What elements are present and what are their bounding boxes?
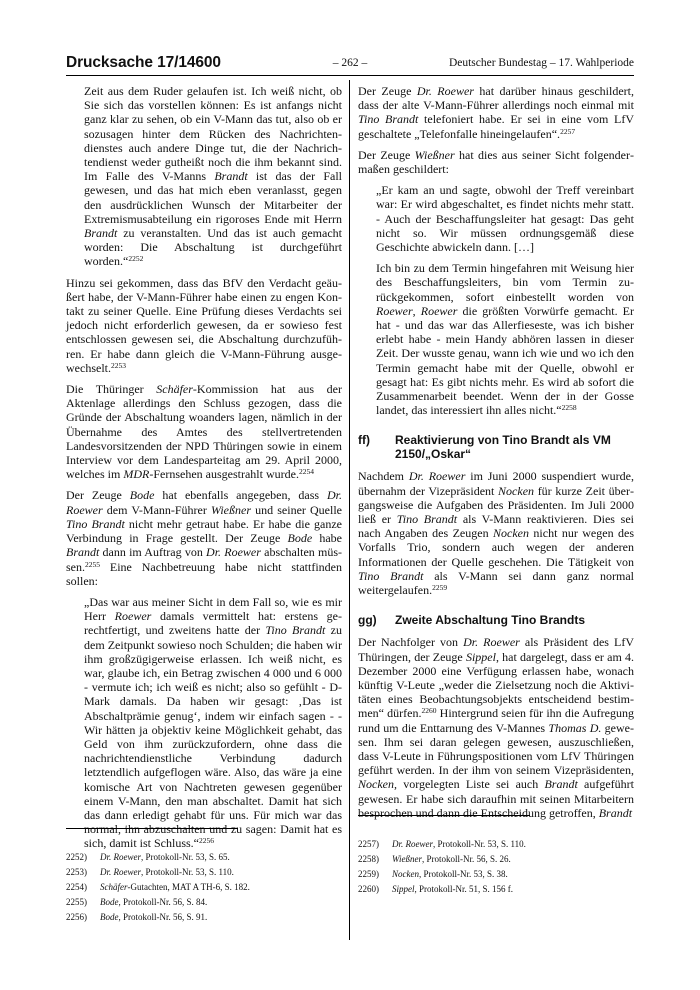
text-run: -Fernsehen ausgestrahlt wurde. (149, 467, 299, 482)
text-run: dann im Auftrag von (99, 545, 207, 560)
text-run: abschalten müssen. (66, 545, 342, 574)
footnote-number: 2255) (66, 897, 87, 907)
text-run: Der Zeuge (358, 84, 417, 98)
italic-name: Brandt (66, 545, 100, 560)
text-run: Der Zeuge (66, 488, 130, 503)
footnote-number: 2252) (66, 852, 87, 862)
publication-title: Deutscher Bundestag – 17. Wahlperiode (448, 57, 634, 69)
text-run: Eine Nachbetreuung habe nicht stattfinden sollen: (66, 559, 342, 588)
italic-name: Tino Brandt (66, 516, 125, 531)
italic-name: Schäfer (156, 382, 193, 397)
italic-name: Sippel (465, 649, 496, 664)
text-run: aufgeführt gewesen. Er habe sich daraufhin mit seinen Mitarbeitern besprochen und dann die Entscheidung getroffen, (358, 777, 635, 820)
footnotes-right (358, 837, 634, 897)
text-run: gewesen. Ihm sei daran gelegen gewesen, auszuschließen, dass V-Leute in Führungspositionen vom LfV Thüringen geführt werden. In der ihm von seinem Vizepräsidenten, (358, 720, 634, 778)
footnote (358, 837, 634, 852)
column-divider (349, 80, 350, 940)
footnote-ref: 2252 (128, 254, 144, 264)
text-run: zu veranstalten. Und das ist auch gemacht worden: Die Abschaltung ist durchgeführt worden.“ (84, 226, 342, 269)
text-run: nicht nur wegen des Vorfalls Trio, sondern auch wegen der anderen Informationen der Quelle geschehen. Die Tätigkeit von (358, 526, 634, 569)
footnote-source: Sippel (392, 884, 415, 894)
footnote-rule (66, 828, 238, 829)
italic-name: Dr. Roewer (463, 635, 520, 650)
footnote-text (392, 867, 508, 882)
body-paragraph (358, 469, 634, 597)
footnote-source: Nocken (392, 869, 419, 879)
footnote (66, 865, 342, 880)
text-run: zu dem Zeitpunkt sowieso noch Schulden; die haben wir ihm großzügigerweise erlassen. Ich weiß nicht, es war, glaube ich, ein Betrag zwischen 4 000 und 6 000 - vermute ich; ich weiß es nicht; also so gefühlt - D-Mark damals. Da haben wir gesagt: ‚Das ist Abschaltprämie genug‘, indem wir einfach sagen - - Wir hätten ja objektiv keine Möglichkeit gehabt, das Geld von ihm zurückzufordern, ohne dass die nachrichtendienstliche Verbindung dadurch letztendlich aufgeflogen wäre. Also, das wäre ja eine komische Art von Nachtreten gewesen gegenüber einem V-Mann, den man abschaltet. Damit hat sich das dann erledigt gehabt für uns. Für mich war das normal, ihn abzuschalten und zu sagen: Damit hat es sich, damit ist Schluss.“ (84, 623, 342, 851)
footnote (66, 850, 342, 865)
italic-name: Dr. Roewer (66, 488, 342, 517)
italic-name: Nocken (498, 483, 535, 498)
text-run: damals vermittelt hat: erstens gerechtfertigt, und zweitens hatte der (84, 609, 342, 638)
footnote-citation: , Protokoll-Nr. 51, S. 156 f. (414, 884, 514, 894)
text-run: die größten Vorwürfe gemacht. Er hat - und das war das Allerfieseste, was ich bisher erlebt habe - mein Handy abhören lassen in dieser Zeit. Der wusste genau, wann ich wie und wo ich den Termin gemacht habe mit der Quelle, obwohl er gesagt hat: Es gibt nichts mehr. Es wird ab sofort die Zusammenarbeit beendet. Wenn der in der Gosse landet, das interessiert ihn alles nicht.“ (376, 303, 635, 418)
footnote (358, 867, 634, 882)
italic-name: Dr. Roewer (206, 545, 261, 560)
footnote-ref: 2259 (432, 583, 448, 593)
footnote-number: 2259) (358, 869, 379, 879)
italic-name: MDR (123, 467, 150, 482)
quote-paragraph (376, 261, 634, 417)
text-run: Die Thüringer (66, 382, 157, 397)
text-run: Der Zeuge (358, 147, 415, 162)
italic-name: Wießner (211, 502, 251, 517)
italic-name: Nocken (493, 526, 529, 541)
italic-name: Bode (287, 531, 313, 546)
footnote-text (392, 882, 513, 897)
text-run: vorgelegten Liste sei auch (396, 777, 545, 792)
text-run: -Kommission hat aus der Aktenlage allerdings den Schluss gezogen, dass die Gründe der Abschaltung woanders lagen, nämlich in der Übernahme des Amtes des stellvertretenden Landesvorsitzenden der NPD Thüringen sowie in einem Interview vor dem Landesparteitag am 29. April 2000, welches im (66, 382, 342, 482)
italic-name: Dr. Roewer (408, 469, 466, 484)
footnote-text (100, 865, 234, 880)
text-run: als V-Mann sei dann ganz normal weitergelaufen. (358, 568, 635, 598)
text-run: im Juni 2000 suspendiert wurde, übernahm der Vizepräsident (358, 469, 634, 498)
footnote (66, 910, 342, 925)
text-run: Zeit aus dem Ruder gelaufen ist. Ich weiß nicht, ob Sie sich das vorstellen können: Es ist anfangs nicht ganz klar zu sehen, ob ein V-Mann das tut, also ob er sozusagen hinter dem Rücken des Nachrichtendienstes auch andere Dinge tut, die der Nachrichtendienst weder gutheißt noch die ihm bekannt sind. Im Falle des V-Manns (84, 84, 342, 184)
quote-paragraph (376, 183, 634, 254)
footnotes-left (66, 850, 342, 925)
footnote-source: Bode (100, 897, 119, 907)
quote-paragraph (84, 84, 342, 269)
footnote-source: Dr. Roewer (100, 852, 141, 862)
footnote-number: 2258) (358, 854, 379, 864)
footnote-citation: , Protokoll-Nr. 53, S. 110. (433, 839, 526, 849)
footnote (358, 882, 634, 897)
footnote-ref: 2253 (110, 360, 126, 370)
footnote-citation: , Protokoll-Nr. 56, S. 91. (118, 912, 208, 922)
header-rule (66, 75, 634, 76)
footnote-number: 2256) (66, 912, 87, 922)
footnote-citation: , Protokoll-Nr. 53, S. 110. (141, 867, 234, 877)
italic-name: Brandt (544, 777, 578, 792)
body-paragraph (358, 84, 634, 141)
footnote-number: 2257) (358, 839, 379, 849)
footnote-ref: 2260 (421, 706, 437, 716)
footnote-ref: 2255 (85, 559, 100, 569)
footnote-rule (358, 815, 530, 816)
footnote-citation: -Gutachten, MAT A TH-6, S. 182. (127, 882, 250, 892)
text-run: hat ebenfalls angegeben, dass (154, 488, 327, 503)
text-run: habe (312, 531, 342, 546)
text-run: , hat dargelegt, dass er am 4. Dezember 2000 eine Verfügung erlassen habe, wonach künftig V-Leute „weder die Zielsetzung noch die Aktivitäten eines Beobachtungsobjekts entscheidend bestimmen“ dürfen. (358, 649, 634, 721)
document-number: Drucksache 17/14600 (66, 54, 221, 71)
text-run: hat dies aus seiner Sicht folgendermaßen geschildert: (358, 147, 634, 177)
body-paragraph (358, 635, 634, 820)
italic-name: Nocken, (358, 777, 397, 792)
italic-name: Brandt (84, 226, 118, 241)
footnote-text (100, 895, 207, 910)
footnote-text (100, 850, 230, 865)
italic-name: Tino Brandt (358, 568, 424, 583)
footnote-source: Bode (100, 912, 119, 922)
footnote-text (392, 837, 526, 852)
text-run: ist das der Fall gewesen, und das hat mich eben veranlasst, gegen den ausdrücklichen Wunsch der Mitarbeiter der Extremismusabteilung ein rigoroses Ende mit Herrn (84, 169, 342, 226)
footnote-ref: 2258 (561, 403, 577, 413)
footnote-text (100, 880, 250, 895)
page-number: – 262 – (332, 57, 368, 69)
italic-name: Roewer (376, 303, 413, 318)
page-header (66, 54, 634, 74)
footnote-citation: , Protokoll-Nr. 53, S. 38. (419, 869, 508, 879)
footnote-number: 2253) (66, 867, 87, 877)
text-run: nicht mehr getraut habe. Er habe die ganze Verbindung in Frage gestellt. Der Zeuge (66, 516, 342, 546)
text-run: Der Nachfolger von (358, 635, 464, 650)
text-run: Hintergrund seien für ihn die Aufregung rund um die Enttarnung des V-Mannes (358, 706, 634, 735)
text-run: Hinzu sei gekommen, dass das BfV den Verdacht geäußert habe, der V-Mann-Führer habe einen zu engen Kontakt zu seiner Quelle. Eine Prüfung dieses Verdachts sei jedoch nicht erforderlich gewesen, da er sowieso fest entschlossen gewesen sei, die Abschaltung durchzuführen. Er habe dann gleich die V-Mann-Führung ausgewechselt. (66, 275, 342, 375)
footnote-number: 2260) (358, 884, 379, 894)
body-paragraph (358, 148, 634, 176)
text-run: als Präsident des LfV Thüringen, der Zeuge (358, 635, 634, 664)
italic-name: Wießner (414, 147, 455, 162)
footnote-text (100, 910, 207, 925)
footnote-citation: , Protokoll-Nr. 56, S. 84. (118, 897, 208, 907)
footnote (66, 895, 342, 910)
footnote-number: 2254) (66, 882, 87, 892)
section-title: Zweite Abschaltung Tino Brandts (395, 613, 586, 628)
section-label: ff) (358, 433, 370, 448)
text-run: Ich bin zu dem Termin hingefahren mit Weisung hier des Beschaffungsleiters, bin vom Termin zurückgekommen, sofort einbestellt worden von (376, 261, 634, 304)
section-heading-ff (358, 433, 634, 461)
italic-name: Thomas D. (548, 720, 602, 735)
text-run: Nachdem (358, 469, 409, 484)
italic-name: Brandt (598, 805, 633, 820)
left-column (66, 84, 342, 858)
text-run: „Das war aus meiner Sicht in dem Fall so, wie es mir Herr (84, 594, 342, 624)
italic-name: Tino Brandt (265, 623, 326, 638)
footnote (66, 880, 342, 895)
italic-name: Tino Brandt (358, 112, 419, 127)
text-run: , (412, 303, 421, 318)
body-paragraph (66, 488, 342, 587)
italic-name: Roewer (114, 609, 152, 624)
text-run: als V-Mann reaktivieren. Dies sei nach Angaben des Zeugen (358, 512, 634, 541)
body-paragraph (66, 382, 342, 481)
footnote-source: Schäfer (100, 882, 128, 892)
footnote-source: Wießner (392, 854, 422, 864)
footnote-citation: , Protokoll-Nr. 53, S. 65. (141, 852, 230, 862)
footnote-ref: 2254 (298, 467, 314, 477)
text-run: dem V-Mann-Führer (102, 502, 211, 517)
italic-name: Bode (129, 488, 155, 503)
section-heading-gg (358, 613, 634, 627)
text-run: hat darüber hinaus geschildert, dass der alte V-Mann-Führer allerdings noch einmal mit (358, 84, 634, 113)
footnote-ref: 2256 (199, 836, 214, 846)
footnote-ref: 2257 (560, 126, 576, 136)
right-column (358, 84, 634, 827)
footnote-source: Dr. Roewer (100, 867, 141, 877)
text-run: und seiner Quelle (251, 502, 342, 517)
footnote (358, 852, 634, 867)
section-title: Reaktivierung von Tino Brandt als VM 2150/„Oskar“ (395, 433, 611, 462)
footnote-text (392, 852, 511, 867)
body-paragraph (66, 276, 342, 375)
italic-name: Tino Brandt (396, 512, 458, 527)
italic-name: Brandt (214, 169, 248, 184)
italic-name: Roewer (420, 303, 458, 318)
footnote-citation: , Protokoll-Nr. 56, S. 26. (422, 854, 511, 864)
text-run: telefoniert habe. Er sei in eine vom LfV geschaltete „Telefonfalle hineingelaufen“. (358, 112, 634, 141)
italic-name: Dr. Roewer (416, 84, 474, 98)
text-run: „Er kam an und sagte, obwohl der Treff vereinbart war: Er wird abgeschaltet, es findet nichts mehr statt. - Auch der Beschaffungsleiter hat gesagt: Das geht nicht so. Wir müssen ordnungsgemäß diese Geschichte abwickeln dann. […] (376, 183, 634, 255)
section-label: gg) (358, 613, 377, 628)
quote-paragraph (84, 595, 342, 851)
text-run: für kurze Zeit übergangsweise die Aufgaben des Präsidenten. Im Juli 2000 ließ er (358, 483, 634, 527)
footnote-source: Dr. Roewer (392, 839, 433, 849)
